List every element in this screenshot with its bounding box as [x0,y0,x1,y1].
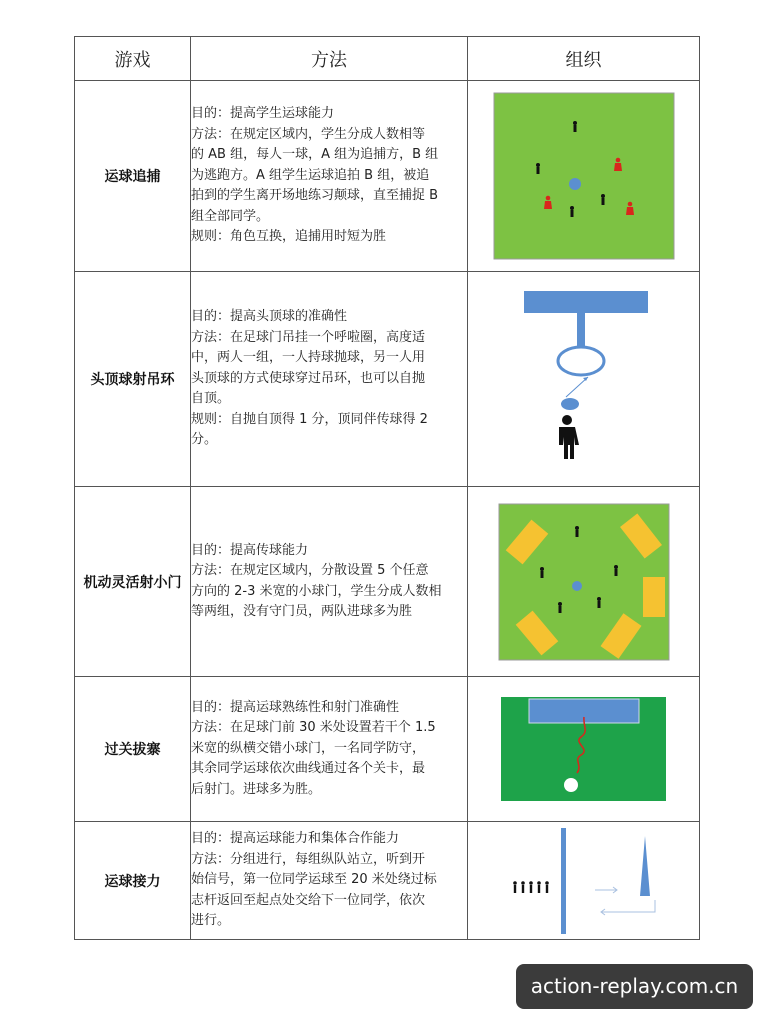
method-line: 进行。 [191,913,231,929]
method-line: 规则：角色互换，追捕用时短为胜 [191,229,387,245]
method-line: 后射门。进球多为胜。 [191,781,322,797]
ball-icon [569,178,581,190]
player-icon [573,121,577,132]
table-row [75,822,700,940]
player-queue [513,881,549,893]
marker-pole [640,836,650,896]
player-icon [529,881,533,893]
watermark: action-replay.com.cn [516,964,753,1009]
method-line: 方法：在规定区域内，分散设置 5 个任意 [191,563,429,578]
method-line: 等两组，没有守门员，两队进球多为胜 [191,604,413,619]
small-goals-diagram [498,503,670,661]
player-icon [540,567,544,578]
field [494,93,674,259]
header-row [75,37,700,81]
player-icon [614,565,618,576]
method-line: 方法：在足球门前 30 米处设置若干个 1.5 [191,720,436,736]
player-icon [537,881,541,893]
game-name: 头顶球射吊环 [75,272,191,487]
header-organization: 组织 [468,37,700,81]
method-line: 拍到的学生离开场地练习颠球，直至捕捉 B [191,188,439,204]
diagram-cell [468,487,700,677]
games-table [74,36,700,940]
diagram-cell [468,272,700,487]
method-line: 目的：提高学生运球能力 [191,106,335,122]
game-name: 过关拔寨 [75,677,191,822]
ball-icon [572,581,582,591]
return-arrow-icon [601,900,655,915]
person-icon [559,415,579,459]
method-line: 方法：在规定区域内，学生分成人数相等 [191,126,426,142]
game-name: 运球接力 [75,822,191,940]
game-name: 机动灵活射小门 [75,487,191,677]
table-row [75,272,700,487]
method-line: 目的：提高传球能力 [191,542,309,558]
obstacle-course-diagram [501,697,666,801]
method-line: 方法：分组进行，每组纵队站立，听到开 [191,851,426,867]
method-line: 方法：在足球门吊挂一个呼啦圈，高度适 [191,329,426,345]
diagram-cell [468,822,700,940]
player-icon [513,881,517,893]
header-method: 方法 [191,37,468,81]
method-line: 始信号，第一位同学运球至 20 米处绕过标 [191,872,437,888]
method-line: 米宽的纵横交错小球门，一名同学防守， [191,740,426,756]
table-row [75,487,700,677]
method-line: 规则：自抛自顶得 1 分，顶同伴传球得 2 [191,411,428,427]
player-icon [521,881,525,893]
small-goal [643,577,665,617]
arrow-icon [595,887,617,893]
method-line: 组全部同学。 [191,208,270,224]
player-icon [536,163,540,174]
player-icon [570,206,574,217]
game-name: 运球追捕 [75,81,191,272]
player-icon [558,602,562,613]
diagram-cell [468,81,700,272]
diagram-cell [468,677,700,822]
player-icon [601,194,605,205]
chase-field-diagram [493,92,675,260]
method-line: 志杆返回至起点处交给下一位同学，依次 [191,892,426,908]
method-line: 头顶球的方式使球穿过吊环，也可以自抛 [191,370,426,386]
method-line: 方向的 2-3 米宽的小球门，学生分成人数相 [191,583,442,599]
player-icon [597,597,601,608]
method-line: 目的：提高头顶球的准确性 [191,309,348,325]
method-text [191,822,468,940]
start-line [561,828,566,934]
goal-bar [524,291,648,313]
hanging-rope [577,313,585,347]
arrow-icon [566,377,588,397]
player-icon [545,881,549,893]
method-text [191,272,468,487]
method-text [191,677,468,822]
method-line: 目的：提高运球熟练性和射门准确性 [191,699,400,715]
method-line: 中，两人一组，一人持球抛球，另一人用 [191,350,426,366]
method-text [191,81,468,272]
method-line: 的 AB 组，每人一球，A 组为追捕方，B 组 [191,147,439,163]
table-row [75,81,700,272]
method-line: 分。 [191,432,218,448]
method-line: 自顶。 [191,391,231,407]
hoop-icon [558,347,604,375]
hoop-diagram [514,289,654,469]
header-game: 游戏 [75,37,191,81]
player-icon [575,526,579,537]
method-line: 目的：提高运球能力和集体合作能力 [191,831,400,847]
method-text [191,487,468,677]
table-row [75,677,700,822]
method-line: 为逃跑方。A 组学生运球追拍 B 组，被追 [191,167,430,183]
ball-icon [561,398,579,410]
relay-diagram [509,828,659,934]
method-line: 其余同学运球依次曲线通过各个关卡，最 [191,761,426,777]
ball-icon [564,778,578,792]
